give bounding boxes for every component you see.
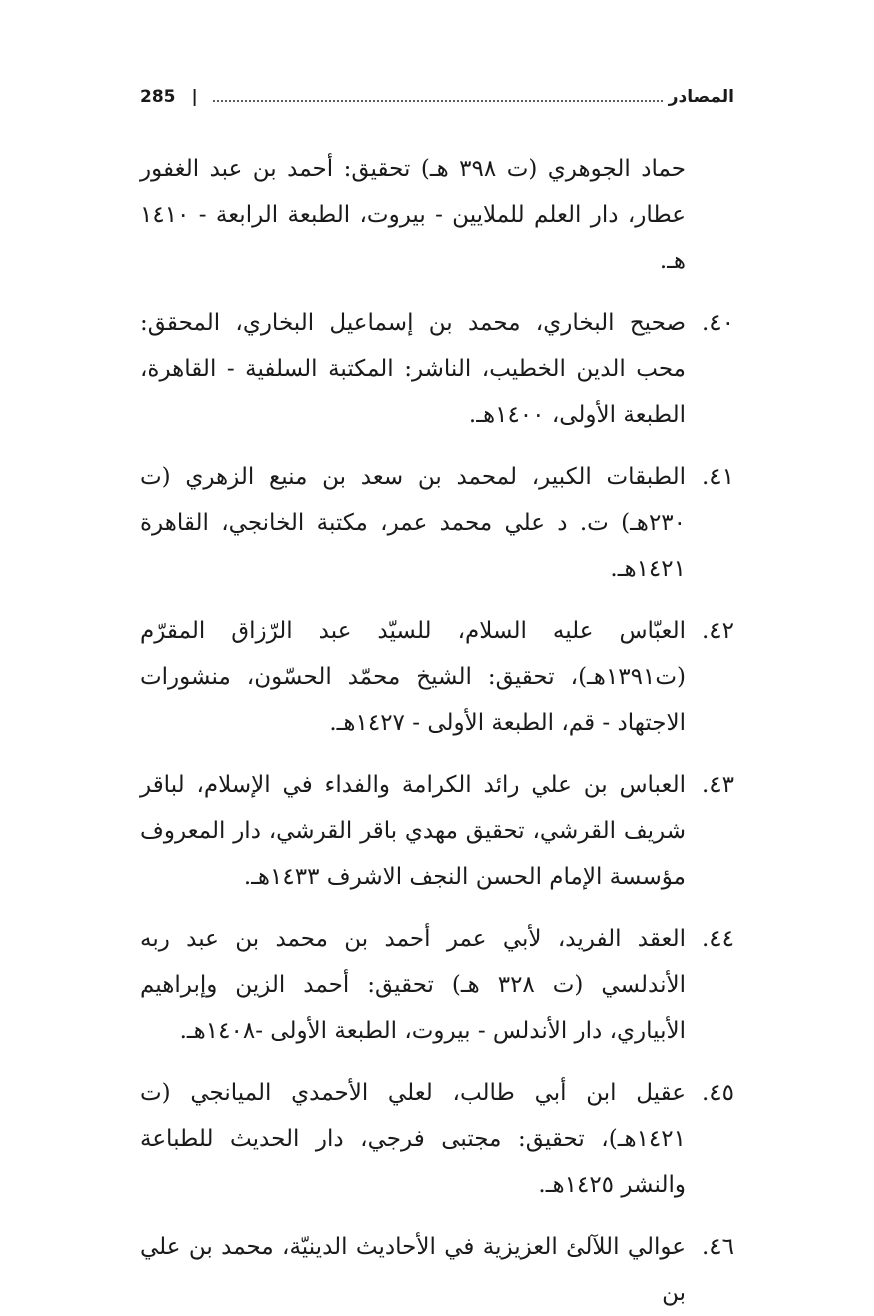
entry-number: ٤٥. xyxy=(701,1080,734,1106)
entry-number: ٤٦. xyxy=(701,1234,734,1260)
list-item xyxy=(140,300,734,438)
list-item xyxy=(140,454,734,592)
entry-text: صحيح البخاري، محمد بن إسماعيل البخاري، المحقق: محب الدين الخطيب، الناشر: المكتبة السلفية - القاهرة، الطبعة الأولى، ١٤٠٠هـ. xyxy=(140,310,686,428)
header-dotted-leader xyxy=(212,100,663,102)
entry-text: العقد الفريد، لأبي عمر أحمد بن محمد بن عبد ربه الأندلسي (ت ٣٢٨ هـ) تحقيق: أحمد الزين وإبراهيم الأبياري، دار الأندلس - بيروت، الطبعة الأولى -١٤٠٨هـ. xyxy=(140,926,686,1044)
entry-number: ٤٢. xyxy=(701,618,734,644)
page-header xyxy=(140,82,734,112)
list-item xyxy=(140,762,734,900)
entry-number: ٤٣. xyxy=(701,772,734,798)
list-item xyxy=(140,916,734,1054)
entry-text: الطبقات الكبير، لمحمد بن سعد بن منيع الزهري (ت ٢٣٠هـ) ت. د علي محمد عمر، مكتبة الخانجي، القاهرة ١٤٢١هـ. xyxy=(140,464,686,582)
header-separator: | xyxy=(191,87,198,107)
entry-number: ٤٠. xyxy=(701,310,734,336)
entry-text: عقيل ابن أبي طالب، لعلي الأحمدي الميانجي (ت ١٤٢١هـ)، تحقيق: مجتبى فرجي، دار الحديث للطباعة والنشر ١٤٢٥هـ. xyxy=(140,1080,686,1198)
entry-number: ٤١. xyxy=(701,464,734,490)
bibliography-list xyxy=(140,146,734,1316)
entry-text: عوالي اللآلئ العزيزية في الأحاديث الدينيّة، محمد بن علي بن xyxy=(140,1234,686,1306)
section-title: المصادر xyxy=(668,87,734,107)
entry-number: ٤٤. xyxy=(701,926,734,952)
entry-text: العباس بن علي رائد الكرامة والفداء في الإسلام، لباقر شريف القرشي، تحقيق مهدي باقر القرشي، دار المعروف مؤسسة الإمام الحسن النجف الاشرف ١٤٣٣هـ. xyxy=(140,772,686,890)
entry-text: العبّاس عليه السلام، للسيّد عبد الرّزاق المقرّم (ت١٣٩١هـ)، تحقيق: الشيخ محمّد الحسّون، منشورات الاجتهاد - قم، الطبعة الأولى - ١٤٢٧هـ. xyxy=(140,618,686,736)
page-number: 285 xyxy=(140,87,176,107)
continued-entry-text: حماد الجوهري (ت ٣٩٨ هـ) تحقيق: أحمد بن عبد الغفور عطار، دار العلم للملايين - بيروت، الطبعة الرابعة - ١٤١٠ هـ. xyxy=(140,156,686,274)
list-item xyxy=(140,608,734,746)
list-item xyxy=(140,1224,734,1316)
list-item xyxy=(140,1070,734,1208)
